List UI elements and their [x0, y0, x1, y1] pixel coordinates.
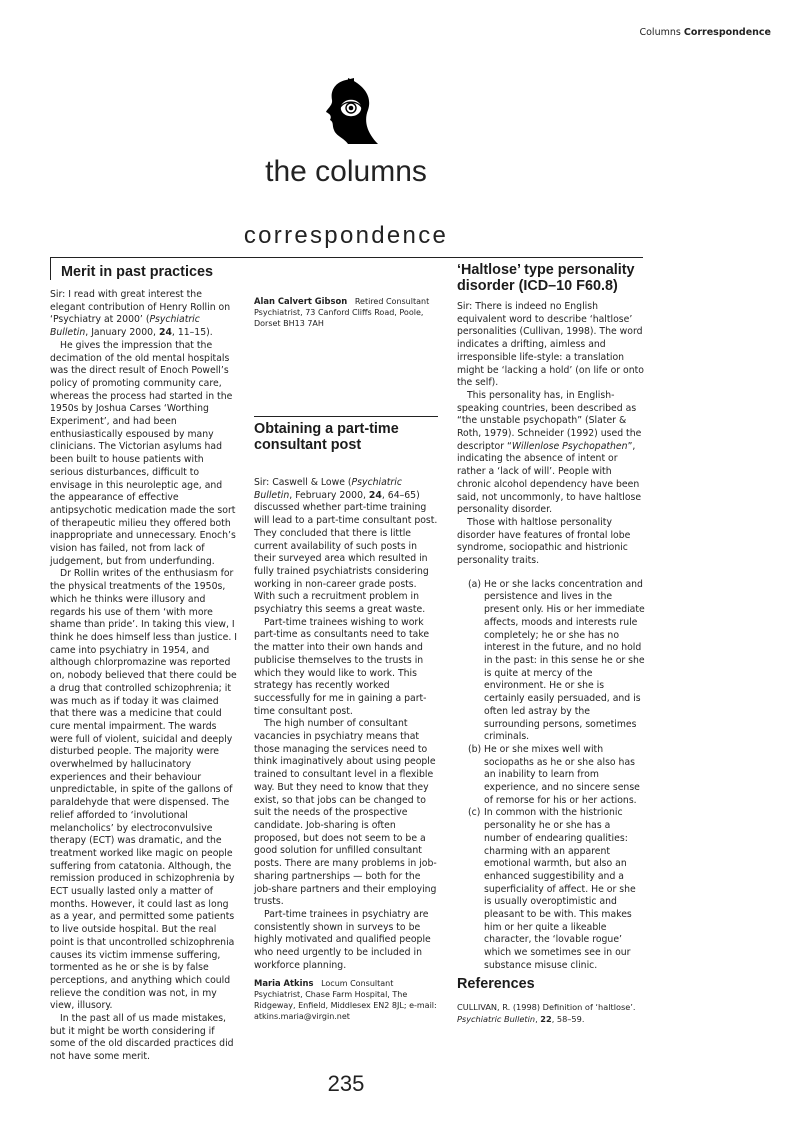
running-head [639, 27, 771, 38]
article3-list [457, 579, 645, 973]
article3-title-block [457, 262, 645, 294]
references-block [457, 976, 645, 1025]
article2-title-block [254, 421, 438, 453]
column-rule [254, 416, 438, 417]
article1-paragraph-1: Sir: I read with great interest the elegant contribution of Henry Rollin on ‘Psychiatry at 2000’ (Psychiatric Bulletin, January 2000, 24, 11–15). [50, 289, 231, 339]
article2-title: Obtaining a part-time consultant post [254, 421, 399, 453]
references-title: References [457, 976, 535, 992]
article1-signature-affiliation: Retired Consultant Psychiatrist, 73 Canford Cliffs Road, Poole, Dorset BH13 7AH [254, 297, 430, 328]
page-number: 235 [327, 1071, 365, 1096]
article1-body [50, 289, 238, 1064]
article2-paragraph-2: Part-time trainees wishing to work part-time as consultants need to take the matter into their own hands and publicise themselves to the trusts in which they would like to work. This strategy has recently worked successfully for me in gaining a part-time consultant post. [254, 616, 430, 717]
article2-paragraph-1: Sir: Caswell & Lowe (Psychiatric Bulletin, February 2000, 24, 64–65) discussed whether part-time training will lead to a part-time consultant post. They concluded that there is little current availability of such posts in their surveyed area which resulted in fully trained psychiatrists considering working in non-career grade posts. With such a recruitment problem in psychiatry this seems a great waste. [254, 477, 438, 616]
article3-body [457, 301, 645, 973]
article1-title: Merit in past practices [61, 264, 213, 280]
section-rule-corner [50, 257, 51, 280]
article3-paragraph-1: Sir: There is indeed no English equivalent word to describe ‘haltlose’ personalities (Cullivan, 1998). The word indicates a drifting, aimless and irresponsible life-style: a translation might be ‘lacking a hold’ (on life or onto the self). [457, 301, 644, 389]
article1-signature-name: Alan Calvert Gibson [254, 296, 348, 306]
article2-signature-name: Maria Atkins [254, 978, 314, 988]
article2-paragraph-3: The high number of consultant vacancies in psychiatry means that those managing the services need to think imaginatively about using people trained to consultant level in a flexible way. But they need to know that they exist, so that jobs can be changed to suit the needs of the prospective candidate. Job-sharing is often proposed, but does not seem to be a good solution for unfilled consultant posts. There are many problems in job-sharing partnerships — both for the job-share partners and their employing trusts. [254, 718, 437, 908]
article1-paragraph-2: He gives the impression that the decimation of the old mental hospitals was the direct result of Enoch Powell’s policy of promoting community care, whereas the process had started in the 1950s by Joshua Carses ‘Worthing Experiment’, and had been enthusiastically espoused by many clinicians. The Victorian asylums had been built to house patients with serious disturbances, difficult to envisage in this neuroleptic age, and the appearance of effective antipsychotic medication made the sort of therapeutic milieu they offered both inappropriate and unnecessary. Enoch’s vision has failed, not from lack of judgement, but from underfunding. [50, 339, 236, 567]
article1-paragraph-3: Dr Rollin writes of the enthusiasm for the physical treatments of the 1950s, which he thinks were illusory and regards his use of them ‘with more shame than pride’. In taking this view, I think he does himself less than justice. I came into psychiatry in 1954, and although chlorpromazine was reported on, nobody believed that there could be a drug that controlled schizophrenia; it was much as if today it was claimed that there was a medicine that could cure mental impairment. The wards were full of violent, suicidal and deeply disturbed people. The majority were overwhelmed by hallucinatory experiences and their behaviour unpredictable, in spite of the gallons of paraldehyde that were dispensed. The relief afforded to ‘involutional melancholics’ by electroconvulsive therapy (ECT) was dramatic, and the treatment worked like magic on people suffering from catatonia. Although, the remission produced in schizophrenia by ECT usually lasted only a matter of months. However, it could last as long as a year, and permitted some patients to live outside hospital. But the real point is that uncontrolled schizophrenia causes its victim immense suffering, tormented as he or she is by false perceptions, and anything which could relieve the condition was not, in my view, illusory. [50, 568, 237, 1012]
article1-title-block [61, 264, 246, 280]
list-item: (a) He or she lacks concentration and persistence and lives in the present only. His or her immediate affects, moods and interests rule completely; he or she has no interest in the future, and no hold in the past: in this sense he or she is quite at mercy of the environment. He or she is certainly easily persuaded, and is often led astray by the surrounding persons, sometimes criminals. [468, 578, 645, 743]
reference-item: CULLIVAN, R. (1998) Definition of ‘haltlose’. Psychiatric Bulletin, 22, 58–59. [457, 1002, 636, 1024]
article1-paragraph-4: In the past all of us made mistakes, but it might be worth considering if some of the old discarded practices did not have some merit. [50, 1013, 234, 1063]
section-rule [50, 257, 643, 258]
article3-paragraph-2: This personality has, in English-speaking countries, been described as “the unstable psychopath” (Slater & Roth, 1979). Schneider (1992) used the descriptor “Willenlose Psychopathen”, indicating the absence of intent or rather a ‘lack of will’. People with chronic alcohol dependency have been said, not uncommonly, to have haltlose personality disorder. [457, 389, 642, 516]
face-eye-logo-icon [320, 78, 382, 144]
article2-signature [254, 978, 438, 1022]
article3-title: ‘Haltlose’ type personality disorder (ICD–10 F60.8) [457, 262, 635, 294]
list-item: (c) In common with the histrionic personality he or she has a number of endearing qualities: charming with an apparent emotional warmth, but also an enhanced suggestibility and a superficiality of affect. He or she is usually overoptimistic and pleasant to be with. This makes him or her quite a likeable character, the ‘lovable rogue’ which we sometimes see in our substance misuse clinic. [468, 807, 636, 971]
article3-paragraph-3: Those with haltlose personality disorder have features of frontal lobe syndrome, sociopathic and histrionic personality traits. [457, 516, 631, 567]
running-head-prefix: Columns [639, 27, 681, 38]
article2-body [254, 477, 440, 972]
running-head-section: Correspondence [683, 27, 771, 38]
list-item: (b) He or she mixes well with sociopaths as he or she also has an inability to learn from experience, and no sincere sense of remorse for his or her actions. [468, 743, 640, 806]
masthead-subtitle: correspondence [243, 222, 449, 249]
article2-signature-affiliation: Locum Consultant Psychiatrist, Chase Farm Hospital, The Ridgeway, Enfield, Middlesex EN2 8JL; e-mail: atkins.maria@virgin.net [254, 979, 437, 1021]
article2-paragraph-4: Part-time trainees in psychiatry are consistently shown in surveys to be highly motivated and qualified people who need urgently to be included in workforce planning. [254, 908, 431, 971]
article1-signature [254, 296, 438, 329]
masthead-title: the columns [265, 155, 427, 188]
